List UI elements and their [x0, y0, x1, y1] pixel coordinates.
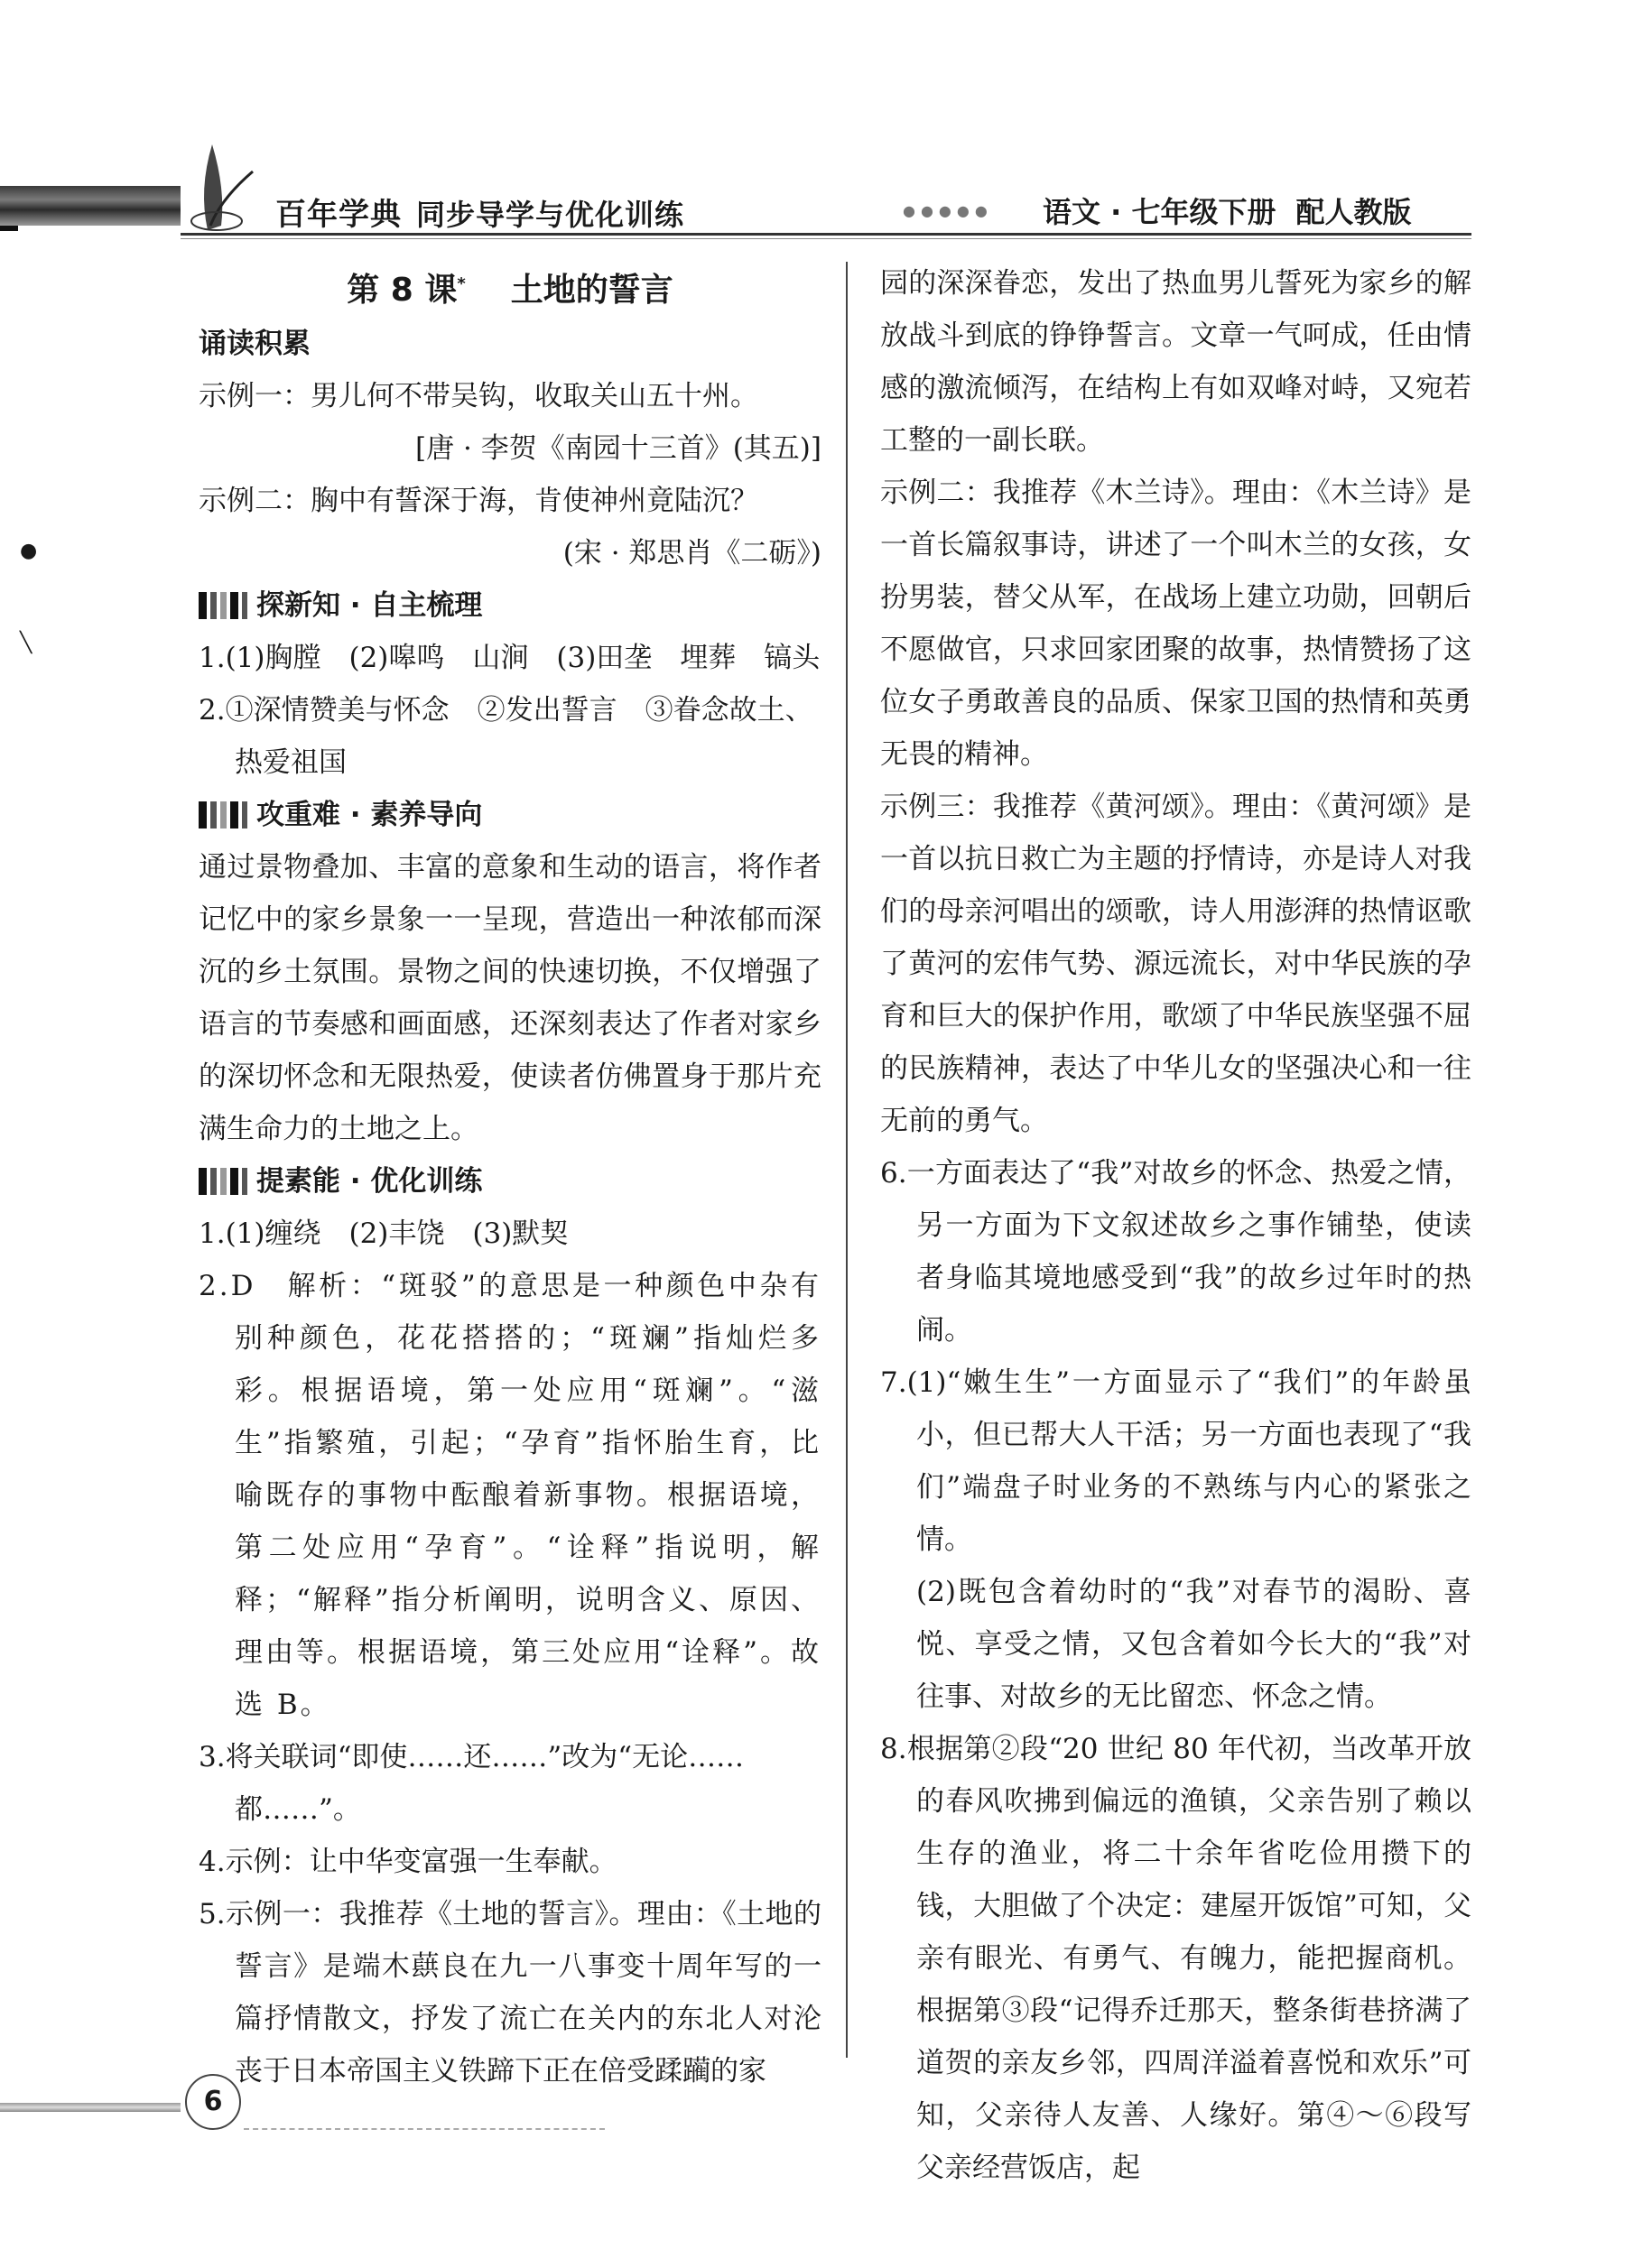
margin-tick: ╲	[20, 632, 32, 654]
lesson-title	[199, 257, 821, 318]
answer-continuation: 园的深深眷恋，发出了热血男儿誓死为家乡的解放战斗到底的铮铮誓言。文章一气呵成，任由情感的激流倾泻，在结构上有如双峰对峙，又宛若工整的一副长联。	[880, 267, 1471, 457]
header-bar	[0, 186, 181, 226]
section-bars-icon	[199, 1168, 247, 1195]
answer-example: 示例二：我推荐《木兰诗》。理由：《木兰诗》是一首长篇叙事诗，讲述了一个叫木兰的女孩，女扮男装，替父从军，在战场上建立功勋，回朝后不愿做官，只求回家团聚的故事，热情赞扬了这位女子勇敢善良的品质、保家卫国的热情和英勇无畏的精神。	[880, 477, 1471, 771]
footer-bar	[0, 2103, 181, 2112]
section-bars-icon	[199, 801, 247, 829]
page-footer	[0, 2058, 1652, 2157]
example-one-source: [唐 · 李贺《南园十三首》(其五)]	[415, 432, 821, 465]
footer-dashed-rule	[244, 2128, 605, 2130]
left-column	[199, 257, 821, 2097]
answer-item: 8.根据第②段“20 世纪 80 年代初，当改革开放的春风吹拂到偏远的渔镇，父亲告别了赖以生存的渔业，将二十余年省吃俭用攒下的钱，大胆做了个决定：建屋开饭馆”可知，父亲有眼光、有勇气、有魄力，能把握商机。根据第③段“记得乔迁那天，整条街巷挤满了道贺的亲友乡邻，四周洋溢着喜悦和欢乐”可知，父亲待人友善、人缘好。第④～⑥段写父亲经营饭店，起	[880, 1733, 1471, 2184]
example-two-source: (宋 · 郑思肖《二砺》)	[562, 537, 821, 569]
lesson-name: 土地的誓言	[510, 272, 673, 309]
page-header	[0, 135, 1652, 244]
answer-item: 3.将关联词“即使……还……”改为“无论……都……”。	[199, 1741, 745, 1826]
recite-heading: 诵读积累	[199, 328, 311, 360]
quill-icon	[181, 135, 262, 235]
lesson-number: 第 8 课	[347, 272, 458, 309]
header-dots: ●●●●●	[903, 202, 993, 219]
section-heading-difficulty	[199, 789, 821, 841]
answer-item: 4.示例：让中华变富强一生奉献。	[199, 1846, 617, 1878]
analysis-paragraph: 通过景物叠加、丰富的意象和生动的语言，将作者记忆中的家乡景象一一呈现，营造出一种浓郁而深沉的乡土氛围。景物之间的快速切换，不仅增强了语言的节奏感和画面感，还深刻表达了作者对家乡的深切怀念和无限热爱，使读者仿佛置身于那片充满生命力的土地之上。	[199, 851, 821, 1145]
edition-label: 配人教版	[1295, 195, 1412, 229]
answer-item: 2.D 解析：“斑驳”的意思是一种颜色中杂有别种颜色，花花搭搭的；“斑斓”指灿烂多彩。根据语境，第一处应用“斑斓”。“滋生”指繁殖，引起；“孕育”指怀胎生育，比喻既存的事物中酝酿着新事物。根据语境，第二处应用“孕育”。“诠释”指说明，解释；“解释”指分析阐明，说明含义、原因、理由等。根据语境，第三处应用“诠释”。故选 B。	[199, 1270, 821, 1721]
column-divider	[846, 262, 848, 2058]
answer-item: 2.①深情赞美与怀念 ②发出誓言 ③眷念故土、热爱祖国	[199, 694, 813, 779]
answer-item: 7.(1)“嫩生生”一方面显示了“我们”的年龄虽小，但已帮大人干活；另一方面也表现了“我们”端盘子时业务的不熟练与内心的紧张之情。	[880, 1366, 1471, 1556]
answer-example: 示例三：我推荐《黄河颂》。理由：《黄河颂》是一首以抗日救亡为主题的抒情诗，亦是诗人对我们的母亲河唱出的颂歌，诗人用澎湃的热情讴歌了黄河的宏伟气势、源远流长，对中华民族的孕育和巨大的保护作用，歌颂了中华民族坚强不屈的民族精神，表达了中华儿女的坚强决心和一往无前的勇气。	[880, 791, 1471, 1137]
subject-grade: 语文 · 七年级下册	[1043, 195, 1276, 229]
header-rule-thin	[181, 238, 1471, 239]
answer-subitem: (2)既包含着幼时的“我”对春节的渴盼、喜悦、享受之情，又包含着如今长大的“我”对往事、对故乡的无比留恋、怀念之情。	[916, 1576, 1471, 1713]
section-bars-icon	[199, 592, 247, 619]
brand-name: 百年学典	[275, 197, 402, 233]
section-heading-text: 探新知 · 自主梳理	[256, 589, 483, 622]
series-name: 同步导学与优化训练	[416, 198, 685, 232]
example-two: 示例二：胸中有誓深于海，肯使神州竟陆沉？	[199, 485, 758, 517]
right-column	[880, 257, 1471, 2194]
section-heading-explore	[199, 579, 821, 632]
header-rule	[181, 233, 1471, 236]
margin-dot: ●	[20, 540, 38, 562]
answer-item: 6.一方面表达了“我”对故乡的怀念、热爱之情，另一方面为下文叙述故乡之事作铺垫，使读者身临其境地感受到“我”的故乡过年时的热闹。	[880, 1157, 1471, 1347]
section-heading-text: 提素能 · 优化训练	[256, 1165, 483, 1198]
answer-item: 1.(1)缠绕 (2)丰饶 (3)默契	[199, 1217, 569, 1250]
answer-item: 1.(1)胸膛 (2)嗥鸣 山涧 (3)田垄 埋葬 镐头	[199, 642, 821, 674]
brand-title	[275, 190, 684, 234]
answer-item: 5.示例一：我推荐《土地的誓言》。理由：《土地的誓言》是端木蕻良在九一八事变十周年写的一篇抒情散文，抒发了流亡在关内的东北人对沦丧于日本帝国主义铁蹄下正在倍受蹂躏的家	[199, 1898, 821, 2087]
lesson-star: *	[457, 274, 466, 293]
section-heading-training	[199, 1155, 821, 1208]
subject-label	[1043, 190, 1411, 231]
example-one: 示例一：男儿何不带吴钩，收取关山五十州。	[199, 380, 758, 412]
section-heading-text: 攻重难 · 素养导向	[256, 799, 483, 831]
page-number: 6	[185, 2074, 241, 2130]
